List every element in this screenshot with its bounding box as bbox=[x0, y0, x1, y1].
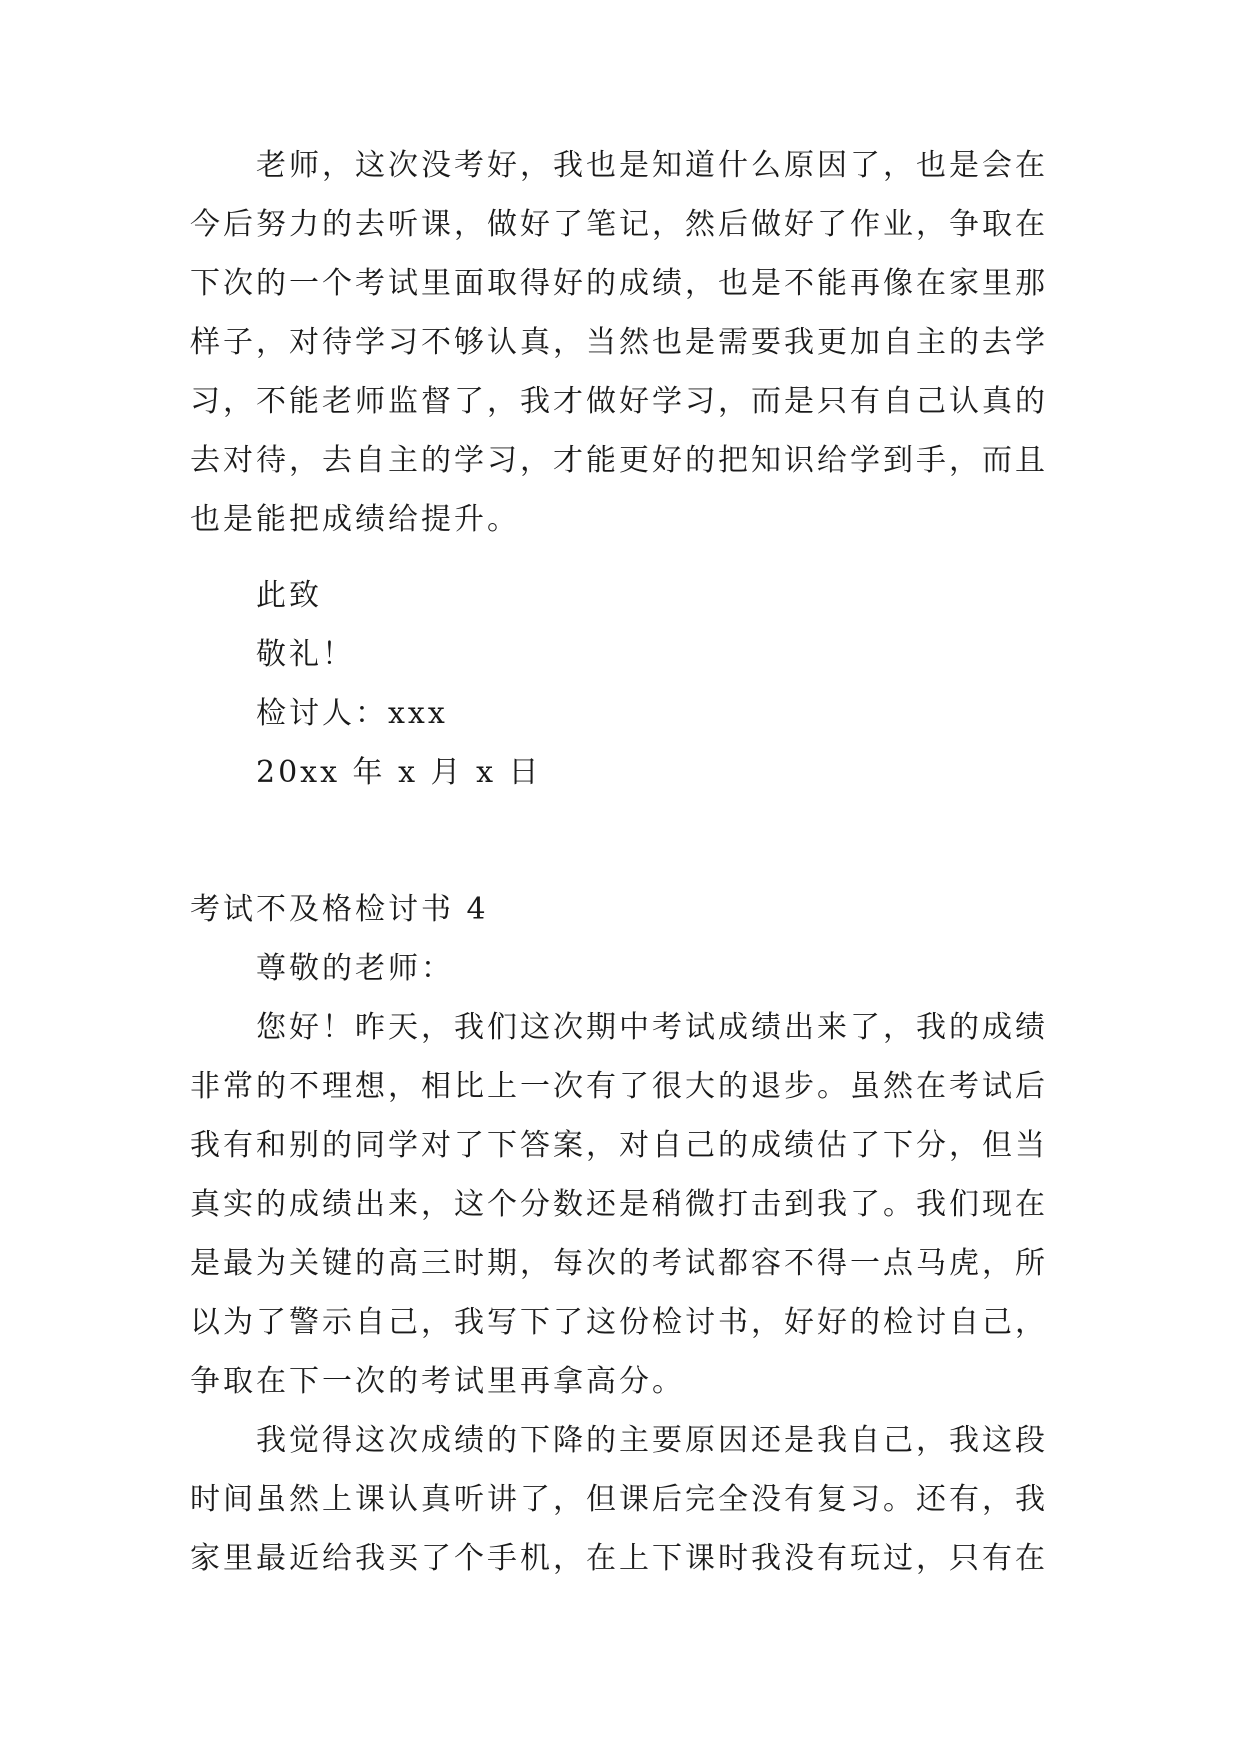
closing-cizhi: 此致 bbox=[256, 578, 322, 613]
letter4-p1-line-7: 争取在下一次的考试里再拿高分。 bbox=[190, 1364, 685, 1399]
letter4-salutation: 尊敬的老师： bbox=[256, 951, 454, 986]
letter4-p1-line-6: 以为了警示自己，我写下了这份检讨书，好好的检讨自己， bbox=[190, 1305, 1048, 1340]
closing-jingli: 敬礼！ bbox=[256, 637, 355, 672]
letter4-p1-line-5: 是最为关键的高三时期，每次的考试都容不得一点马虎，所 bbox=[190, 1246, 1048, 1281]
letter3-line-7: 也是能把成绩给提升。 bbox=[190, 502, 520, 537]
letter3-closing bbox=[190, 566, 1060, 802]
signer-line: 检讨人：xxx bbox=[256, 696, 448, 731]
letter3-body bbox=[190, 136, 1060, 549]
letter3-line-3: 下次的一个考试里面取得好的成绩，也是不能再像在家里那 bbox=[190, 266, 1048, 301]
letter3-line-5: 习，不能老师监督了，我才做好学习，而是只有自己认真的 bbox=[190, 384, 1048, 419]
letter3-line-1: 老师，这次没考好，我也是知道什么原因了，也是会在 bbox=[256, 148, 1048, 183]
letter3-line-2: 今后努力的去听课，做好了笔记，然后做好了作业，争取在 bbox=[190, 207, 1048, 242]
letter3-line-4: 样子，对待学习不够认真，当然也是需要我更加自主的去学 bbox=[190, 325, 1048, 360]
letter4-p2-line-2: 时间虽然上课认真听讲了，但课后完全没有复习。还有，我 bbox=[190, 1482, 1048, 1517]
date-line: 20xx 年 x 月 x 日 bbox=[256, 755, 542, 790]
letter4-p1-line-1: 您好！昨天，我们这次期中考试成绩出来了，我的成绩 bbox=[256, 1010, 1048, 1045]
letter4-p2-line-3: 家里最近给我买了个手机，在上下课时我没有玩过，只有在 bbox=[190, 1541, 1048, 1576]
letter4-p1-line-3: 我有和别的同学对了下答案，对自己的成绩估了下分，但当 bbox=[190, 1128, 1048, 1163]
letter4 bbox=[190, 880, 1060, 1588]
letter4-p1-line-4: 真实的成绩出来，这个分数还是稍微打击到我了。我们现在 bbox=[190, 1187, 1048, 1222]
letter4-p2-line-1: 我觉得这次成绩的下降的主要原因还是我自己，我这段 bbox=[256, 1423, 1048, 1458]
letter3-line-6: 去对待，去自主的学习，才能更好的把知识给学到手，而且 bbox=[190, 443, 1048, 478]
letter4-p1-line-2: 非常的不理想，相比上一次有了很大的退步。虽然在考试后 bbox=[190, 1069, 1048, 1104]
letter4-title: 考试不及格检讨书 4 bbox=[190, 892, 489, 927]
